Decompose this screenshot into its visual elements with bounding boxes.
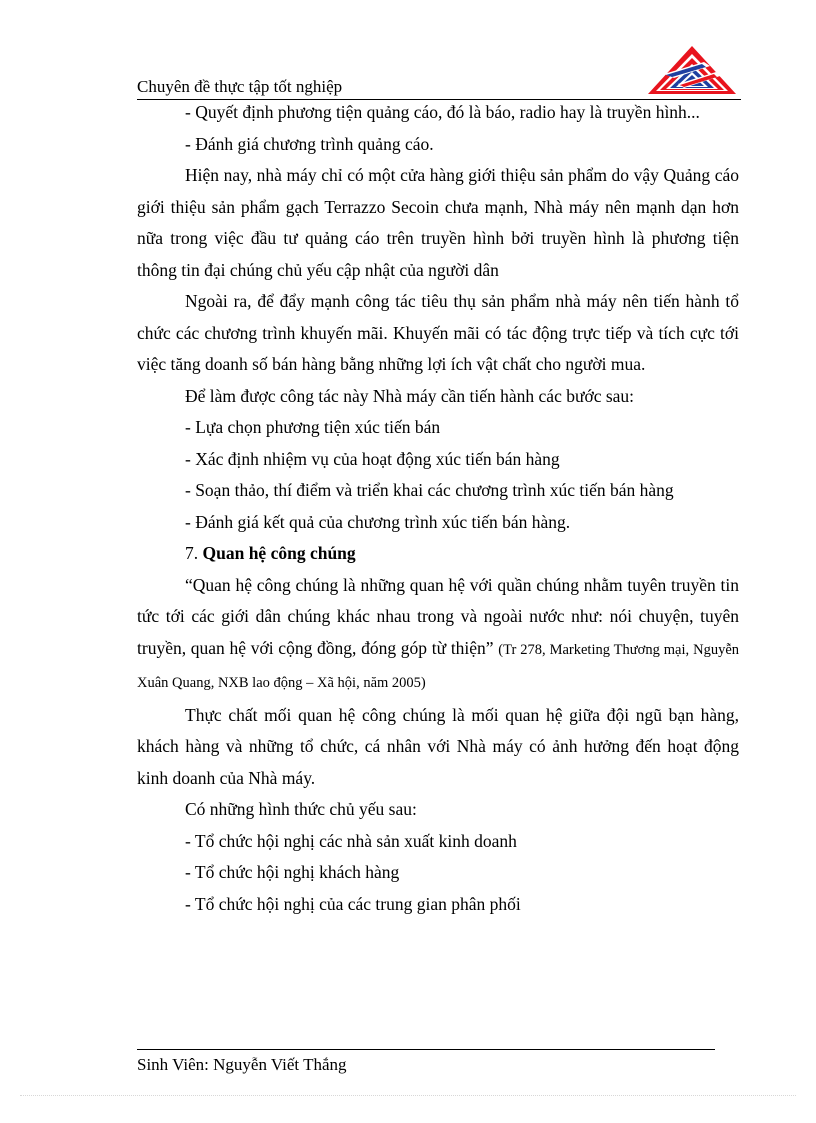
pr-citation: (Tr 278, Marketing Thương mại, Nguyễn Xuân Quang, NXB lao động – Xã hội, năm 2005): [137, 641, 739, 691]
footer-author: Sinh Viên: Nguyễn Viết Thắng: [137, 1055, 347, 1074]
list-item: - Tổ chức hội nghị của các trung gian phân phối: [185, 893, 521, 914]
document-body: [137, 97, 739, 920]
paragraph-evaluate-ads: - Đánh giá chương trình quảng cáo.: [185, 133, 434, 154]
paragraph-media-decision: - Quyết định phương tiện quảng cáo, đó là báo, radio hay là truyền hình...: [185, 102, 700, 122]
list-item: - Đánh giá kết quả của chương trình xúc tiến bán hàng.: [185, 511, 571, 532]
list-item: - Xác định nhiệm vụ của hoạt động xúc tiến bán hàng: [185, 448, 560, 469]
section-number: 7.: [185, 543, 199, 563]
paragraph-forms-intro: Có những hình thức chủ yếu sau:: [185, 799, 417, 819]
list-item: - Soạn thảo, thí điểm và triển khai các chương trình xúc tiến bán hàng: [185, 480, 674, 500]
list-item: - Lựa chọn phương tiện xúc tiến bán: [185, 417, 441, 437]
paragraph-current-situation: Hiện nay, nhà máy chỉ có một cửa hàng giới thiệu sản phẩm do vậy Quảng cáo giới thiệu sản phẩm gạch Terrazzo Secoin chưa mạnh, Nhà máy nên mạnh dạn hơn nữa trong việc đầu tư quảng cáo trên truyền hình bởi truyền hình là phương tiện thông tin đại chúng chủ yếu cập nhật của người dân: [137, 165, 739, 280]
list-item: - Tổ chức hội nghị các nhà sản xuất kinh doanh: [185, 830, 517, 851]
paragraph-steps-intro: Để làm được công tác này Nhà máy cần tiến hành các bước sau:: [185, 385, 635, 406]
paragraph-pr-definition: [137, 570, 739, 700]
list-item: - Tổ chức hội nghị khách hàng: [185, 862, 400, 882]
paragraph-pr-essence: Thực chất mối quan hệ công chúng là mối quan hệ giữa đội ngũ bạn hàng, khách hàng và những tổ chức, cá nhân với Nhà máy có ảnh hưởng đến hoạt động kinh doanh của Nhà máy.: [137, 704, 739, 788]
section-title: Quan hệ công chúng: [202, 543, 356, 563]
paragraph-promotion: Ngoài ra, để đẩy mạnh công tác tiêu thụ sản phẩm nhà máy nên tiến hành tổ chức các chương trình khuyến mãi. Khuyến mãi có tác động trực tiếp và tích cực tới việc tăng doanh số bán hàng bằng những lợi ích vật chất cho người mua.: [137, 291, 739, 374]
company-logo-icon: [644, 44, 740, 96]
section-heading: [137, 538, 739, 570]
pr-quote: “Quan hệ công chúng là những quan hệ với quần chúng nhằm tuyên truyền tin tức tới các giới dân chúng khác nhau trong và ngoài nước như: nói chuyện, tuyên truyền, quan hệ với cộng đồng, đóng góp từ thiện”: [137, 574, 739, 658]
page-bottom-border: [20, 1095, 796, 1096]
header-title: Chuyên đề thực tập tốt nghiệp: [137, 77, 343, 96]
footer-divider: [137, 1049, 715, 1050]
